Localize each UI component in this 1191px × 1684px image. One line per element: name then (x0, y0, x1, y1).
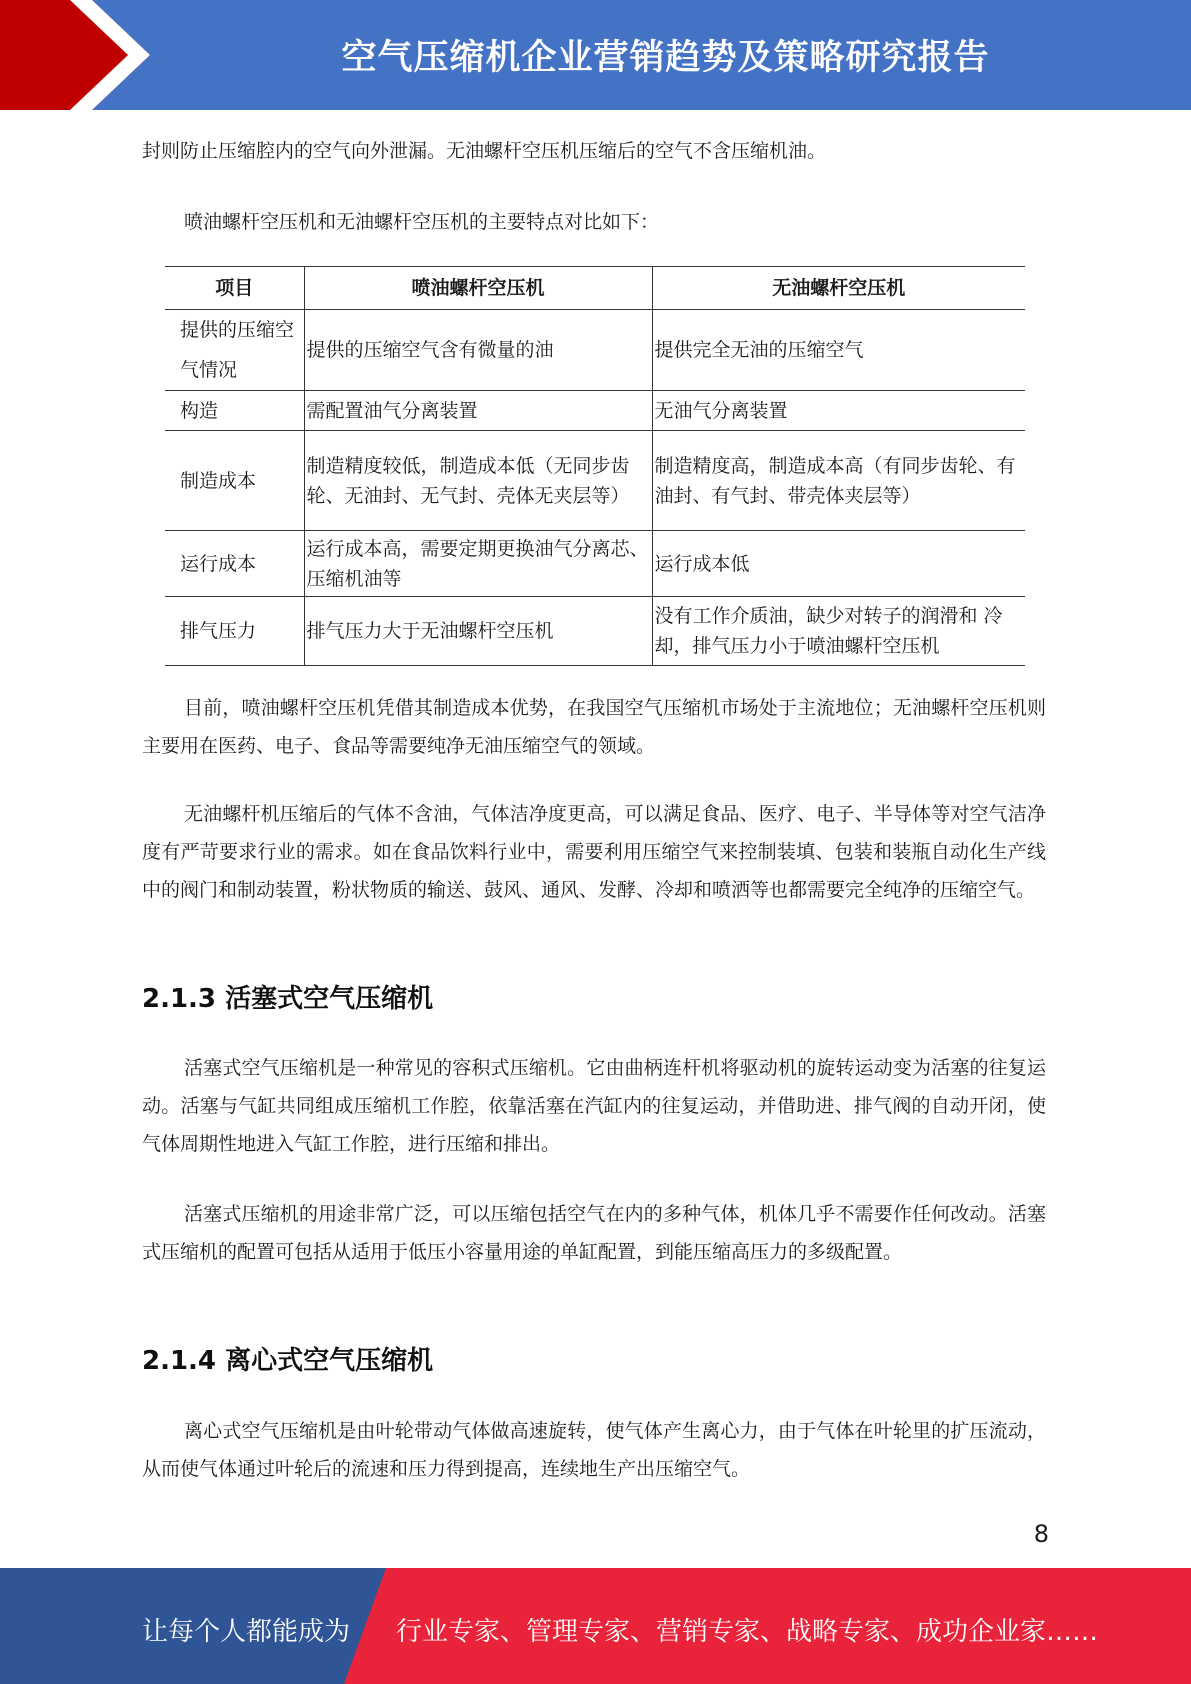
table-cell: 需配置油气分离装置 (304, 391, 652, 431)
page-footer (0, 1568, 1191, 1684)
table-cell: 无油气分离装置 (652, 391, 1025, 431)
header-arrow-decoration (0, 0, 220, 110)
paragraph-centrifugal-intro: 离心式空气压缩机是由叶轮带动气体做高速旋转，使气体产生离心力，由于气体在叶轮里的扩压流动，从而使气体通过叶轮后的流速和压力得到提高，连续地生产出压缩空气。 (142, 1420, 1046, 1480)
section-heading-2-1-4: 2.1.4 离心式空气压缩机 (142, 1346, 434, 1376)
section-heading-2-1-3: 2.1.3 活塞式空气压缩机 (142, 984, 434, 1014)
paragraph-piston-usage: 活塞式压缩机的用途非常广泛，可以压缩包括空气在内的多种气体，机体几乎不需要作任何改动。活塞式压缩机的配置可包括从适用于低压小容量用途的单缸配置，到能压缩高压力的多级配置。 (142, 1203, 1046, 1263)
table-cell: 运行成本高，需要定期更换油气分离芯、压缩机油等 (304, 531, 652, 597)
table-cell: 提供的压缩空气含有微量的油 (304, 310, 652, 391)
page-number: 8 (1033, 1520, 1049, 1548)
footer-slogan-left: 让每个人都能成为 (142, 1617, 351, 1647)
table-header-cell: 无油螺杆空压机 (652, 267, 1025, 310)
table-cell: 提供完全无油的压缩空气 (652, 310, 1025, 391)
page-header (0, 0, 1191, 110)
table-cell: 运行成本低 (652, 531, 1025, 597)
table-header-row (165, 267, 1025, 310)
paragraph-oil-free-intro: 封则防止压缩腔内的空气向外泄漏。无油螺杆空压机压缩后的空气不含压缩机油。 (142, 140, 827, 162)
table-header-cell: 喷油螺杆空压机 (304, 267, 652, 310)
table-row (165, 531, 1025, 597)
table-cell: 构造 (165, 391, 304, 431)
table-cell: 运行成本 (165, 531, 304, 597)
table-cell: 排气压力 (165, 597, 304, 666)
table-cell: 制造成本 (165, 431, 304, 531)
paragraph-piston-intro: 活塞式空气压缩机是一种常见的容积式压缩机。它由曲柄连杆机将驱动机的旋转运动变为活塞的往复运动。活塞与气缸共同组成压缩机工作腔，依靠活塞在汽缸内的往复运动，并借助进、排气阀的自动开闭，使气体周期性地进入气缸工作腔，进行压缩和排出。 (142, 1057, 1046, 1155)
table-cell: 制造精度高，制造成本高（有同步齿轮、有油封、有气封、带壳体夹层等） (652, 431, 1025, 531)
table-cell: 没有工作介质油，缺少对转子的润滑和 冷却，排气压力小于喷油螺杆空压机 (652, 597, 1025, 666)
paragraph-table-intro: 喷油螺杆空压机和无油螺杆空压机的主要特点对比如下： (184, 211, 660, 233)
footer-slogan-right: 行业专家、管理专家、营销专家、战略专家、成功企业家…… (396, 1617, 1099, 1647)
table-header-cell: 项目 (165, 267, 304, 310)
table-row (165, 391, 1025, 431)
document-title: 空气压缩机企业营销趋势及策略研究报告 (341, 38, 990, 78)
table-cell: 提供的压缩空气情况 (165, 310, 304, 391)
paragraph-market-position: 目前，喷油螺杆空压机凭借其制造成本优势，在我国空气压缩机市场处于主流地位；无油螺杆空压机则主要用在医药、电子、食品等需要纯净无油压缩空气的领域。 (142, 697, 1046, 757)
table-cell: 制造精度较低，制造成本低（无同步齿轮、无油封、无气封、壳体无夹层等） (304, 431, 652, 531)
table-row (165, 431, 1025, 531)
comparison-table (165, 266, 1025, 666)
paragraph-oil-free-applications: 无油螺杆机压缩后的气体不含油，气体洁净度更高，可以满足食品、医疗、电子、半导体等对空气洁净度有严苛要求行业的需求。如在食品饮料行业中，需要利用压缩空气来控制装填、包装和装瓶自动化生产线中的阀门和制动装置，粉状物质的输送、鼓风、通风、发酵、冷却和喷洒等也都需要完全纯净的压缩空气。 (142, 803, 1046, 901)
table-cell: 排气压力大于无油螺杆空压机 (304, 597, 652, 666)
table-row (165, 310, 1025, 391)
table-row (165, 597, 1025, 666)
